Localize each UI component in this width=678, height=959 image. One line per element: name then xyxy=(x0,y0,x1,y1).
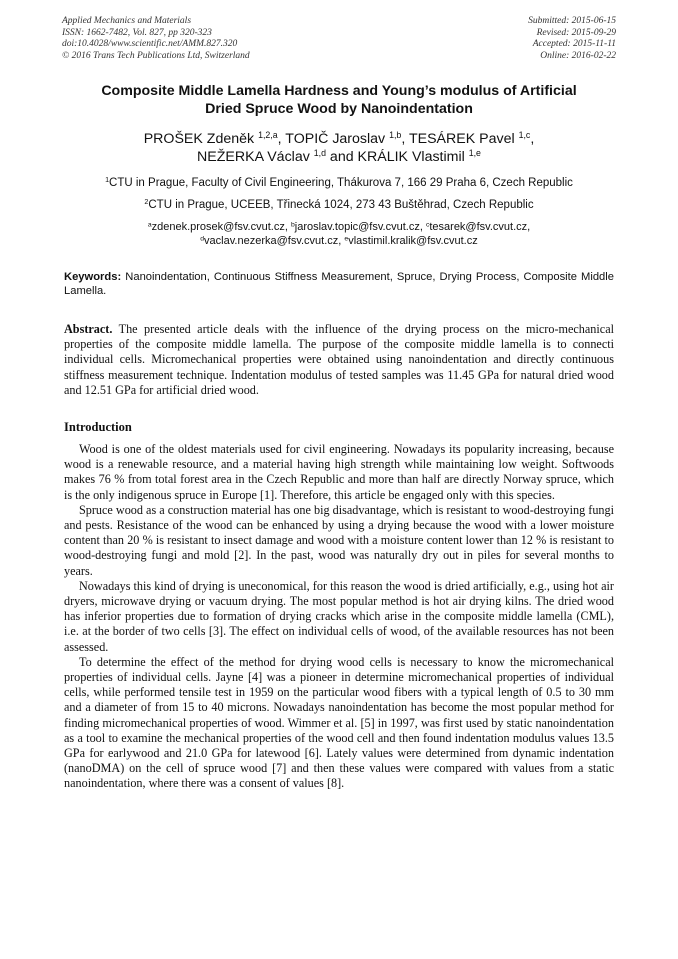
email-address[interactable]: vlastimil.kralik@fsv.cvut.cz xyxy=(348,235,478,247)
affiliation-2 xyxy=(40,198,638,212)
email-mark: b xyxy=(290,221,295,229)
email-list xyxy=(40,220,638,248)
author-list xyxy=(40,130,638,166)
abstract-label: Abstract. xyxy=(64,322,113,336)
email-mark: a xyxy=(147,221,152,229)
email-line-2 xyxy=(40,234,638,248)
author-name: KRÁLIK Vlastimil xyxy=(357,149,469,165)
email-address[interactable]: tesarek@fsv.cvut.cz, xyxy=(429,221,531,233)
affiliation-text: CTU in Prague, UCEEB, Třinecká 1024, 273 43 Buštěhrad, Czech Republic xyxy=(148,199,534,211)
paragraph: Nowadays this kind of drying is uneconomical, for this reason the wood is dried artificially, e.g., using hot air dryers, microwave drying or vacuum drying. The most popular method is hot air drying kilns. The dried wood has inferior properties due to formation of drying cracks which arise in the composite middle lamella (CML), i.e. at the border of two cells [3]. The effect on individual cells of wood, of the available resources has not been assessed. xyxy=(64,578,614,654)
keywords-text: Nanoindentation, Continuous Stiffness Measurement, Spruce, Drying Process, Composite Middle Lamella. xyxy=(64,271,614,297)
journal-copyright: © 2016 Trans Tech Publications Ltd, Switzerland xyxy=(62,50,250,61)
affiliation-text: CTU in Prague, Faculty of Civil Engineering, Thákurova 7, 166 29 Praha 6, Czech Republic xyxy=(109,177,573,189)
author-affiliation-mark: 1,c xyxy=(518,130,531,141)
author-name: TOPIČ Jaroslav xyxy=(285,131,390,147)
journal-info xyxy=(62,16,250,62)
abstract xyxy=(64,322,614,398)
email-address[interactable]: zdenek.prosek@fsv.cvut.cz, xyxy=(151,221,291,233)
date-submitted: Submitted: 2015-06-15 xyxy=(528,16,616,26)
paragraph: Wood is one of the oldest materials used for civil engineering. Nowadays its popularity increasing, because wood is a renewable resource, and a material having high strength while maintaining low weight. Softwoods makes 76 % from total forest area in the Czech Republic and more than half are directly Norway spruce, which is the only indigenous spruce in Europe [1]. Therefore, this article be engaged only with this species. xyxy=(64,442,614,502)
journal-doi[interactable]: doi:10.4028/www.scientific.net/AMM.827.320 xyxy=(62,39,238,49)
journal-name: Applied Mechanics and Materials xyxy=(62,16,192,26)
email-mark: c xyxy=(425,221,430,229)
affiliation-mark: 1 xyxy=(105,176,110,185)
keywords-label: Keywords: xyxy=(64,271,122,283)
author-conjunction: and xyxy=(325,149,358,165)
email-address[interactable]: vaclav.nezerka@fsv.cvut.cz, xyxy=(204,235,345,247)
email-line-1 xyxy=(40,220,638,234)
date-revised: Revised: 2015-09-29 xyxy=(536,27,616,38)
journal-issn: ISSN: 1662-7482, Vol. 827, pp 320-323 xyxy=(62,27,212,38)
author-separator: , xyxy=(401,131,409,147)
email-mark: e xyxy=(344,235,349,243)
author-name: PROŠEK Zdeněk xyxy=(143,131,259,147)
date-online: Online: 2016-02-22 xyxy=(540,50,616,61)
keywords xyxy=(64,270,614,298)
author-separator: , xyxy=(530,131,535,147)
affiliation-mark: 2 xyxy=(144,198,149,207)
author-affiliation-mark: 1,d xyxy=(313,148,326,159)
publication-dates xyxy=(528,16,616,62)
paragraph: To determine the effect of the method for drying wood cells is necessary to know the micromechanical properties of individual cells. Jayne [4] was a pioneer in determine micromechanical properties of individual cells, while performed tensile test in 1959 on the particular wood fibers with a typical length of 0.5 to 30 mm and a diameter of from 15 to 40 microns. Nowadays nanoindentation has become the most popular method for finding micromechanical properties of wood. Wimmer et al. [5] in 1997, was first used by static nanoindentation as a tool to examine the mechanical properties of the wood cell and then found indentation modulus values 13.5 GPa for earlywood and 21.0 GPa for latewood [6]. Lately values were determined from dynamic indentation (nanoDMA) on the cell of spruce wood [7] and then these values were compared with values from a static nanoindentation, where there was a consent of values [8]. xyxy=(64,654,614,791)
author-line-1 xyxy=(40,130,638,148)
author-affiliation-mark: 1,2,a xyxy=(258,130,278,141)
author-line-2 xyxy=(40,148,638,166)
author-affiliation-mark: 1,e xyxy=(468,148,481,159)
author-name: TESÁREK Pavel xyxy=(408,131,519,147)
paper-title-line-1: Composite Middle Lamella Hardness and Young’s modulus of Artificial xyxy=(101,83,577,99)
date-accepted: Accepted: 2015-11-11 xyxy=(532,39,616,49)
introduction-body xyxy=(64,442,614,792)
author-affiliation-mark: 1,b xyxy=(389,130,402,141)
abstract-text: The presented article deals with the influence of the drying process on the micro-mechanical properties of the composite middle lamella. The purpose of the composite middle lamella is to connecti individual cells. Micromechanical properties were obtained using nanoindentation and directly continuous stiffness measurement technique. Indentation modulus of tested samples was 11.45 GPa for natural dried wood and 12.51 GPa for artificial dried wood. xyxy=(64,322,614,397)
paper-title xyxy=(40,82,638,118)
email-mark: d xyxy=(200,235,205,243)
paper-title-line-2: Dried Spruce Wood by Nanoindentation xyxy=(205,101,473,117)
author-name: NEŽERKA Václav xyxy=(197,149,314,165)
paragraph: Spruce wood as a construction material has one big disadvantage, which is resistant to wood-destroying fungi and pests. Resistance of the wood can be enhanced by using a drying because the wood with a lower moisture content than 20 % is resistant to insect damage and wood with a moisture content lower than 12 % is resistant to wood-destroying fungi and mold [2]. In the past, wood was naturally dry out in piles for several months to years. xyxy=(64,502,614,578)
author-separator: , xyxy=(277,131,286,147)
affiliation-1 xyxy=(40,176,638,190)
email-address[interactable]: jaroslav.topic@fsv.cvut.cz, xyxy=(294,221,426,233)
introduction-heading: Introduction xyxy=(64,420,132,434)
